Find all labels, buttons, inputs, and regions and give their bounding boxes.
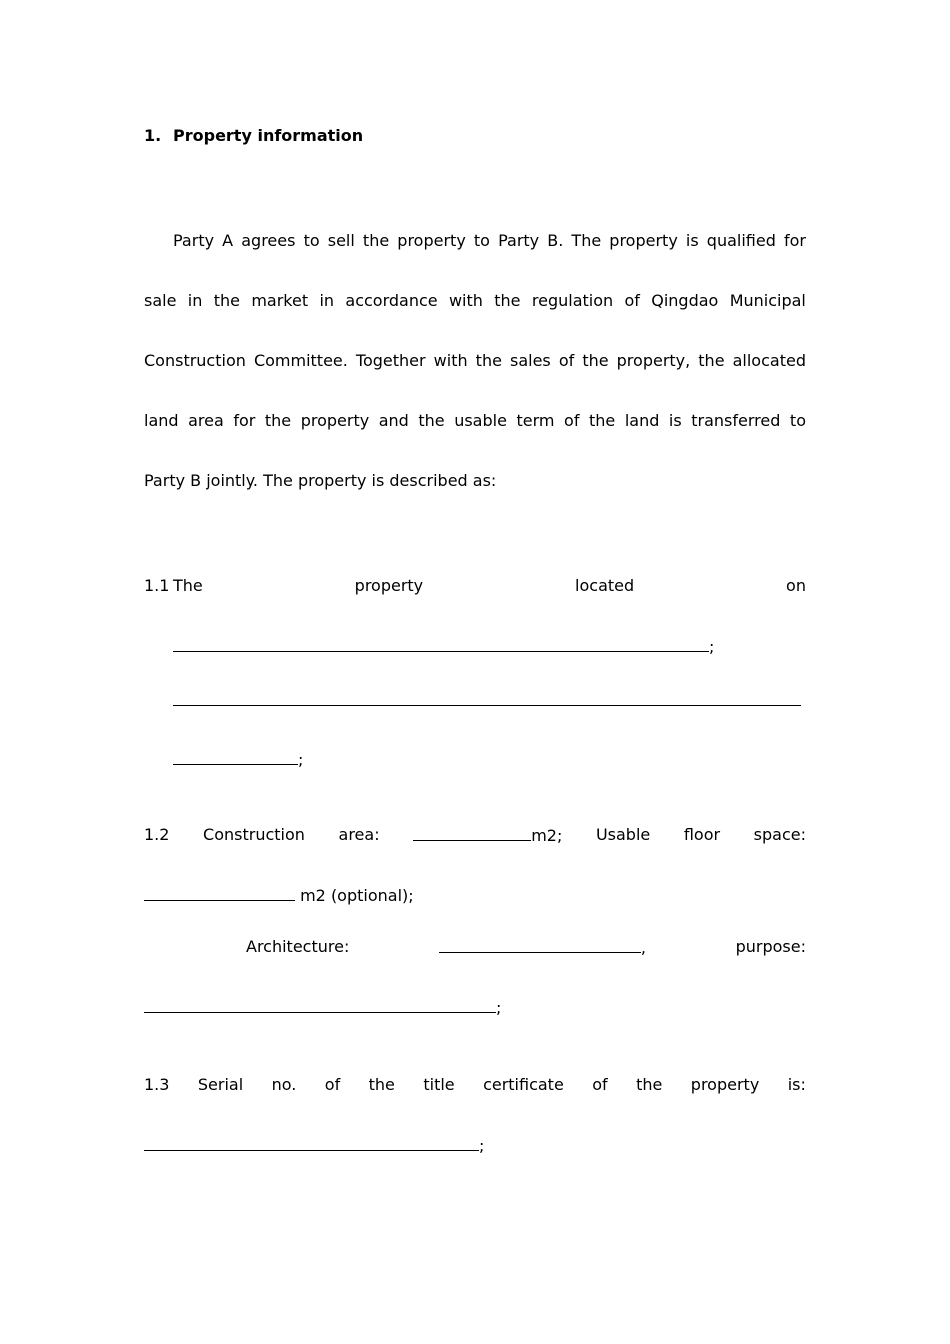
intro-line-1-word: agrees [241, 231, 296, 250]
intro-line-1-word: A [222, 231, 234, 250]
intro-line-4-word: the [589, 411, 616, 430]
intro-line-4-word: the [418, 411, 445, 430]
intro-line-2-word: the [213, 291, 240, 310]
item-1-1-blank-line-3 [173, 749, 473, 770]
item-1-3-word: property [690, 1075, 760, 1094]
intro-line-4-word: area [188, 411, 224, 430]
location-blank-1[interactable] [173, 636, 709, 652]
item-1-1-word: on [786, 576, 806, 595]
item-1-1-word: property [354, 576, 424, 595]
intro-line-4-word: and [378, 411, 409, 430]
intro-line-2-word: sale [144, 291, 177, 310]
intro-line-3-word: Construction [144, 351, 246, 370]
architecture-blank[interactable] [439, 937, 641, 953]
intro-line-2-word: with [448, 291, 483, 310]
intro-line-4-word: property [300, 411, 370, 430]
architecture-comma: , [640, 938, 647, 957]
intro-line-1-word: qualified [706, 231, 776, 250]
intro-line-3-word: with [433, 351, 468, 370]
intro-line-2-word: Municipal [729, 291, 806, 310]
item-1-2-line-3 [246, 937, 806, 958]
intro-line-2-word: Qingdao [651, 291, 719, 310]
item-1-3-word: the [636, 1075, 663, 1094]
label-usable: Usable [595, 825, 651, 844]
item-1-3-word: of [592, 1075, 608, 1094]
usable-floor-space-blank[interactable] [144, 885, 295, 901]
intro-line-5: Party B jointly. The property is described as: [144, 471, 497, 490]
item-1-3-word: certificate [483, 1075, 564, 1094]
intro-line-2-word: regulation [531, 291, 614, 310]
location-blank-3[interactable] [173, 749, 298, 765]
intro-line-3-word: the [698, 351, 725, 370]
item-1-2-line-1 [144, 825, 806, 846]
intro-line-1-word: Party [498, 231, 540, 250]
intro-line-2-word: market [251, 291, 309, 310]
item-1-3-word: no. [271, 1075, 297, 1094]
intro-line-4-word: is [668, 411, 682, 430]
intro-line-1-word: property [609, 231, 678, 250]
label-construction: Construction [203, 825, 305, 844]
intro-line-1-word: B. [547, 231, 564, 250]
item-1-1-end-3: ; [298, 750, 304, 769]
item-1-3-word: title [423, 1075, 455, 1094]
item-1-2-number: 1.2 [144, 825, 170, 844]
item-1-1-end-1: ; [709, 637, 715, 656]
construction-area-blank[interactable] [413, 825, 531, 841]
intro-line-4-word: land [144, 411, 179, 430]
item-1-2-line-4 [144, 997, 806, 1018]
intro-line-1-word: is [685, 231, 699, 250]
intro-line-1-word: The [571, 231, 602, 250]
item-1-3-word: the [368, 1075, 395, 1094]
intro-line-4 [144, 411, 806, 431]
item-1-1-word: located [575, 576, 635, 595]
intro-line-1 [173, 231, 806, 251]
item-1-3-word: is: [787, 1075, 806, 1094]
unit-m2: m2; [531, 826, 563, 845]
intro-line-3-word: Together [355, 351, 426, 370]
intro-line-1-word: the [362, 231, 390, 250]
intro-line-1-word: to [303, 231, 320, 250]
intro-line-3-word: of [558, 351, 575, 370]
label-area: area: [338, 825, 380, 844]
intro-line-3 [144, 351, 806, 371]
intro-line-1-word: property [397, 231, 466, 250]
item-1-3-word: Serial [197, 1075, 244, 1094]
item-1-1-words [173, 576, 806, 596]
intro-line-2-word: in [319, 291, 335, 310]
purpose-blank[interactable] [144, 997, 496, 1013]
section-number: 1. [144, 126, 162, 145]
intro-line-4-word: of [564, 411, 580, 430]
intro-line-1-word: sell [327, 231, 355, 250]
intro-line-3-word: property, [616, 351, 691, 370]
item-1-2-end: ; [496, 998, 502, 1017]
item-1-1-blank-line-2 [173, 690, 803, 711]
item-1-2-line-2 [144, 885, 806, 906]
item-1-3-end: ; [479, 1136, 485, 1155]
section-title: Property information [173, 126, 364, 145]
item-1-1-word: The [173, 576, 203, 595]
intro-line-3-word: sales [510, 351, 551, 370]
item-1-1-line [144, 576, 806, 596]
intro-line-4-word: the [264, 411, 292, 430]
item-1-3-line-2 [144, 1135, 806, 1156]
item-1-3-words [144, 1075, 806, 1095]
intro-line-3-word: Committee. [253, 351, 348, 370]
intro-line-2-word: of [624, 291, 640, 310]
label-space: space: [753, 825, 806, 844]
label-floor: floor [683, 825, 721, 844]
intro-line-4-word: transferred [691, 411, 781, 430]
intro-line-3-word: the [582, 351, 609, 370]
intro-line-3-word: the [475, 351, 502, 370]
item-1-1-number: 1.1 [144, 576, 170, 595]
intro-line-4-word: for [233, 411, 256, 430]
title-certificate-blank[interactable] [144, 1135, 479, 1151]
intro-line-3-word: allocated [732, 351, 806, 370]
intro-line-1-word: Party [173, 231, 215, 250]
intro-line-1-word: to [473, 231, 490, 250]
label-purpose: purpose: [735, 937, 806, 956]
item-1-3-word: of [324, 1075, 341, 1094]
intro-line-2 [144, 291, 806, 311]
label-architecture: Architecture: [246, 937, 350, 956]
item-1-3-number: 1.3 [144, 1075, 170, 1094]
location-blank-2[interactable] [173, 690, 801, 706]
intro-line-1-word: for [783, 231, 806, 250]
intro-line-4-word: usable [454, 411, 507, 430]
section-heading [144, 126, 806, 146]
intro-line-2-word: in [187, 291, 203, 310]
item-1-3-line-1 [144, 1075, 806, 1095]
intro-line-4-word: term [516, 411, 555, 430]
intro-line-4-word: land [624, 411, 660, 430]
unit-m2-optional: m2 (optional); [295, 886, 414, 905]
intro-line-2-word: accordance [345, 291, 438, 310]
intro-line-4-word: to [789, 411, 806, 430]
intro-line-2-word: the [494, 291, 521, 310]
item-1-1-blank-line-1 [173, 636, 773, 657]
